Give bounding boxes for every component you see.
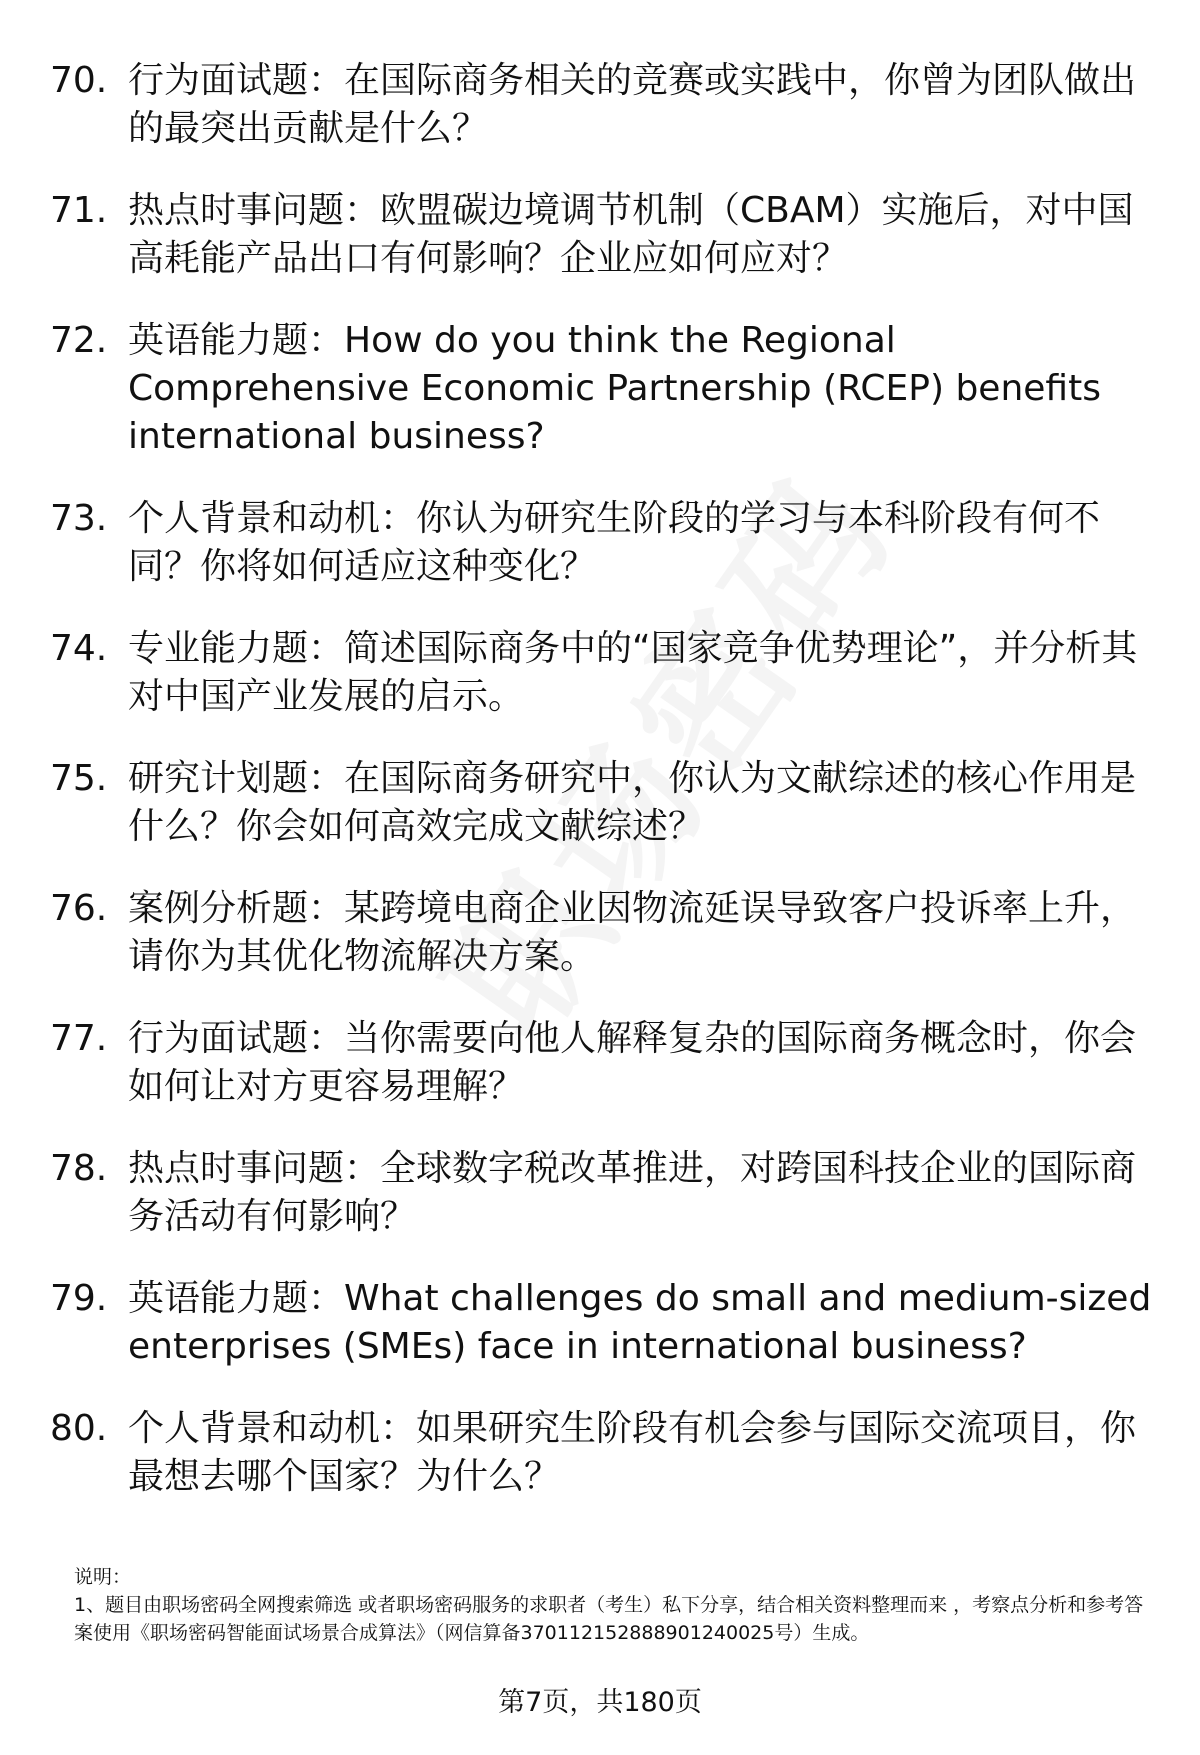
question-number: 76.: [50, 888, 108, 929]
question-text: 热点时事问题：欧盟碳边境调节机制（CBAM）实施后，对中国高耗能产品出口有何影响？企业应如何应对？: [128, 190, 1134, 279]
question-text: 行为面试题：在国际商务相关的竞赛或实践中，你曾为团队做出的最突出贡献是什么？: [128, 60, 1137, 149]
question-item: [50, 625, 1160, 721]
question-item: [50, 495, 1160, 591]
question-number: 80.: [50, 1408, 108, 1449]
question-number: 73.: [50, 498, 108, 539]
question-item: [50, 755, 1160, 851]
question-number: 71.: [50, 190, 108, 231]
question-number: 70.: [50, 60, 108, 101]
question-text: 专业能力题：简述国际商务中的“国家竞争优势理论”，并分析其对中国产业发展的启示。: [128, 628, 1138, 717]
question-item: [50, 1405, 1160, 1501]
question-item: [50, 1015, 1160, 1111]
question-text: 英语能力题：How do you think the Regional Comprehensive Economic Partnership (RCEP) benefits international business?: [128, 320, 1101, 457]
question-number: 79.: [50, 1278, 108, 1319]
question-item: [50, 317, 1160, 461]
question-item: [50, 1275, 1160, 1371]
notes-section: [74, 1563, 1154, 1647]
question-text: 英语能力题：What challenges do small and medium-sized enterprises (SMEs) face in international business?: [128, 1278, 1152, 1367]
question-number: 74.: [50, 628, 108, 669]
question-number: 78.: [50, 1148, 108, 1189]
question-text: 个人背景和动机：如果研究生阶段有机会参与国际交流项目，你最想去哪个国家？为什么？: [128, 1408, 1137, 1497]
question-text: 热点时事问题：全球数字税改革推进，对跨国科技企业的国际商务活动有何影响？: [128, 1148, 1137, 1237]
question-item: [50, 57, 1160, 153]
question-text: 行为面试题：当你需要向他人解释复杂的国际商务概念时，你会如何让对方更容易理解？: [128, 1018, 1137, 1107]
question-text: 研究计划题：在国际商务研究中，你认为文献综述的核心作用是什么？你会如何高效完成文献综述？: [128, 758, 1137, 847]
question-item: [50, 885, 1160, 981]
question-item: [50, 1145, 1160, 1241]
page-number: 第7页，共180页: [498, 1687, 702, 1718]
question-number: 75.: [50, 758, 108, 799]
question-number: 77.: [50, 1018, 108, 1059]
question-text: 案例分析题：某跨境电商企业因物流延误导致客户投诉率上升，请你为其优化物流解决方案。: [128, 888, 1137, 977]
question-text: 个人背景和动机：你认为研究生阶段的学习与本科阶段有何不同？你将如何适应这种变化？: [128, 498, 1101, 587]
notes-text: 1、题目由职场密码全网搜索筛选 或者职场密码服务的求职者（考生）私下分享，结合相关资料整理而来 ，考察点分析和参考答案使用《职场密码智能面试场景合成算法》（网信算备370112152888901240025号）生成。: [74, 1594, 1144, 1644]
question-number: 72.: [50, 320, 108, 361]
question-item: [50, 187, 1160, 283]
question-list: [50, 57, 1160, 1535]
notes-heading: 说明：: [74, 1566, 132, 1588]
